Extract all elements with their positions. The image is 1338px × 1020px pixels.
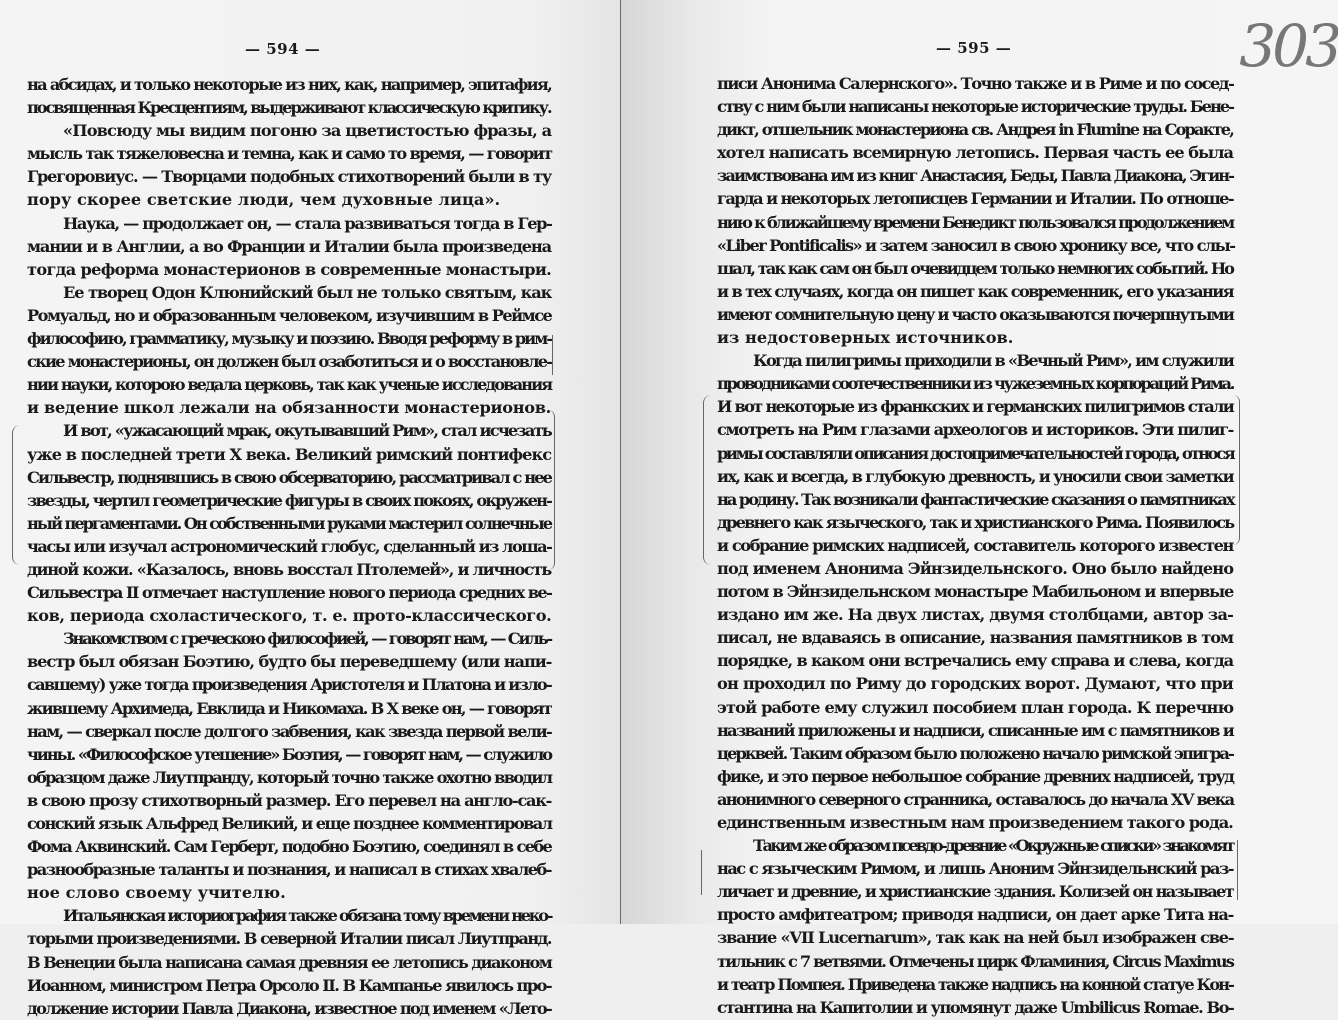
text-line: мании и в Англии, а во Франции и Италии была произведена [27,236,551,256]
text-line: писи Анонима Салернского». Точно также и в Риме и по сосед- [717,74,1234,93]
pencil-bracket-left [703,395,712,565]
text-line: Иоанном, министром Петра Орсоло II. В Кампанье явилось про- [27,975,551,995]
right-page [621,0,1338,1017]
text-line: этой работе ему служил пособием план города. К перечню [717,697,1234,717]
text-line: и театр Помпея. Приведена также надпись на конной статуе Кон- [717,974,1233,994]
text-line: нас с языческим Римом, и лишь Аноним Эйнзидельнский раз- [717,859,1233,879]
pencil-mark-margin [548,335,553,375]
text-line: Фома Аквинский. Сам Герберт, подобно Боэтию, соединял в себе [27,837,552,857]
text-line: Когда пилигримы приходили в «Вечный Рим», им служили [753,351,1233,371]
text-line: имеют сомнительную цену и часто оказываются почерпнутыми [717,304,1233,324]
text-line: хотел написать всемирную летопись. Первая часть ее была [717,143,1233,163]
text-line: издано им же. На двух листах, двумя столбцами, автор за- [717,605,1234,625]
text-line: нам, — сверкал после долгого забвения, как звезда первой вели- [27,721,552,741]
text-line: мысль так тяжеловесна и темна, как и само то время, — говорит [27,144,552,164]
page-body-text [717,72,1233,1019]
text-line: под именем Анонима Эйнзидельнского. Оно было найдено [717,558,1234,578]
text-line: Ее творец Одон Клюнийский был не только святым, как [63,282,552,302]
text-line: «Liber Pontificalis» и затем заносил в свою хронику все, что слы- [717,235,1235,255]
text-line: ный пергаментами. Он собственными руками мастерил солнечные [27,513,551,533]
pencil-bracket-right [1233,395,1240,545]
text-line: ские монастерионы, он должен был озаботиться и о восстановле- [27,352,552,372]
text-line: Грегоровиус. — Творцами подобных стихотворений были в ту [27,167,552,187]
text-line: стантина на Капитолии и упомянут даже Umbilicus Romae. Во- [717,997,1234,1017]
text-line: и в тех случаях, когда он пишет как современник, его указания [717,281,1233,301]
text-line: разнообразные таланты и познания, и написал в стихах хвалеб- [27,860,551,880]
text-line: звание «VII Lucernarum», так как на ней был изображен све- [717,928,1234,948]
text-line: должение истории Павла Диакона, известное под именем «Лето- [27,998,551,1018]
text-line: Таким же образом псевдо-древние «Окружные списки» знакомят [753,836,1233,856]
text-line: и ведение школ лежали на обязанности монастерионов. [27,398,551,418]
text-line: смотреть на Рим глазами археологов и историков. Эти пилиг- [717,420,1233,440]
text-line: диной кожи. «Казалось, вновь восстал Птолемей», и личность [27,559,551,579]
handwritten-note: 303 [1239,12,1338,80]
text-line: писал, не вдаваясь в описание, названия памятников в том [717,628,1233,648]
text-line: тильник с 7 ветвями. Отмечены цирк Фламиния, Circus Maximus [717,951,1233,971]
text-line: вестр был обязан Боэтию, будто бы переведшему (или напи- [27,652,552,672]
text-line: Наука, — продолжает он, — стала развиваться тогда в Гер- [63,213,552,233]
text-line: В Венеции была написана самая древняя ее летопись диаконом [27,952,552,972]
text-line: торыми произведениями. В северной Италии писал Лиутпранд. [27,929,551,949]
text-line: Знакомством с греческою философией, — говорят нам, — Силь- [63,629,551,649]
text-line: гарда и некоторых летописцев Германии и Италии. По отноше- [717,189,1233,209]
page-body-text [27,73,551,1020]
pencil-bracket-right [548,410,555,570]
pencil-bracket-left [12,425,21,565]
text-line: нию к ближайшему времени Бенедикт пользовался продолжением [717,212,1233,232]
text-line: И вот, «ужасающий мрак, окутывавший Рим», стал исчезать [63,421,551,441]
text-line: церквей. Таким образом было положено начало римской эпигра- [717,743,1233,763]
text-line: римы составляли описания достопримечательностей города, относя [717,443,1234,463]
text-line: порядке, в каком они встречались ему справа и слева, когда [717,651,1233,671]
text-line: пору скорее светские люди, чем духовные лица». [27,190,501,210]
text-line: Сильвестра II отмечает наступление нового периода средних ве- [27,583,552,603]
text-line: он проходил по Риму до городских ворот. Думают, что при [717,674,1233,694]
text-line: ков, периода схоластического, т. е. прото-классического. [27,606,552,626]
text-line: савшему) уже тогда произведения Аристотеля и Платона и изло- [27,675,551,695]
text-line: Итальянская историография также обязана тому времени неко- [63,906,552,926]
text-line: чины. «Философское утешение» Боэтия, — говорят нам, — служило [27,744,551,764]
text-line: единственным известным нам произведением такого рода. [717,813,1233,832]
text-line: нии науки, которою ведала церковь, так как ученые исследования [27,375,552,395]
text-line: жившему Архимеда, Евклида и Никомаха. В X веке он, — говорят [27,698,551,718]
text-line: посвященная Кресцентиям, выдерживают классическую критику. [27,98,551,118]
text-line: звезды, чертил геометрические фигуры в своих покоях, окружен- [27,490,551,510]
page-number: — 594 — [245,40,321,58]
text-line: дикт, отшельник монастериона св. Андрея in Flumine на Соракте, [717,120,1233,140]
text-line: в свою прозу стихотворный размер. Его перевел на англо-сак- [27,790,551,810]
text-line: и собрание римских надписей, составитель которого известен [717,535,1233,555]
text-line: из недостоверных источников. [717,328,1014,348]
text-line: ству с ним были написаны некоторые исторические труды. Бене- [717,97,1234,117]
text-line: проводниками соотечественники из чужеземных корпораций Рима. [717,374,1234,394]
text-line: на абсидах, и только некоторые из них, как, например, эпитафия, [27,75,552,94]
text-line: фике, и это первое небольшое собрание древних надписей, труд [717,766,1234,786]
text-line: шал, так как сам он был очевидцем только немногих событий. Но [717,258,1233,278]
text-line: часы или изучал астрономический глобус, сделанный из лоша- [27,536,552,556]
text-line: их, как и всегда, в глубокую древность, и уносили свои заметки [717,466,1233,486]
text-line: «Повсюду мы видим погоню за цветистостью фразы, а [63,121,552,141]
text-line: уже в последней трети X века. Великий римский понтифекс [27,444,552,464]
text-line: И вот некоторые из франкских и германских пилигримов стали [717,397,1233,417]
text-line: просто амфитеатром; приводя надписи, он дает арке Тита на- [717,905,1234,925]
text-line: сонский язык Альфред Великий, и еще позднее комментировал [27,814,552,833]
text-line: личает и древние, и христианские здания. Колизей он называет [717,882,1233,902]
text-line: названий приложены и надписи, списанные им с памятников и [717,720,1234,740]
text-line: древнего как языческого, так и христианского Рима. Появилось [717,512,1234,532]
text-line: заимствована им из книг Анастасия, Беды, Павла Диакона, Эгин- [717,166,1233,186]
text-line: образцом даже Лиутпранду, который точно также охотно вводил [27,767,552,787]
text-line: анонимного северного странника, оставалось до начала XV века [717,789,1234,809]
text-line: философию, грамматику, музыку и поэзию. Вводя реформу в рим- [27,329,552,349]
text-line: тогда реформа монастерионов в современные монастыри. [27,259,552,279]
pencil-bracket-left-lower [701,850,706,895]
left-page [0,0,621,1018]
text-line: на родину. Так возникали фантастические сказания о памятниках [717,489,1234,509]
page-number: — 595 — [936,39,1012,57]
text-line: ное слово своему учителю. [27,883,286,903]
text-line: потом в Эйнзидельнском монастыре Мабильоном и впервые [717,582,1233,602]
text-line: Сильвестр, поднявшись в свою обсерваторию, рассматривал с нее [27,467,551,487]
pencil-bracket-right-lower [1233,840,1238,900]
text-line: Ромуальд, но и образованным человеком, изучившим в Реймсе [27,305,552,325]
